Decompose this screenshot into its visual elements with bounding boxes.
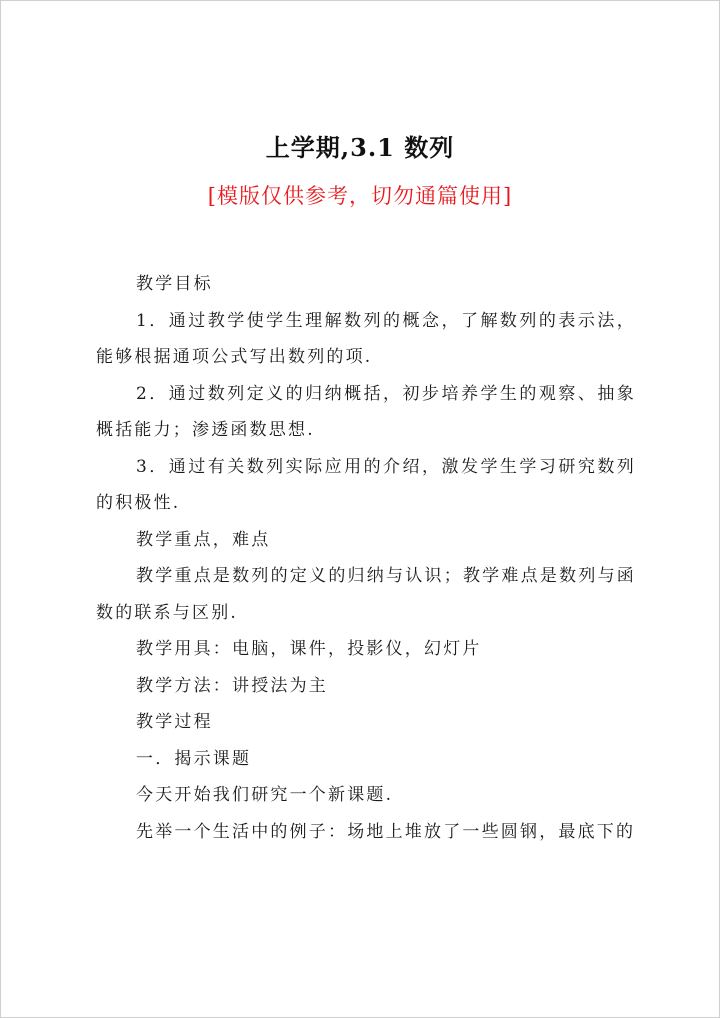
subsection-heading-topic: 一．揭示课题: [136, 748, 252, 769]
objective-item-2: 2．通过数列定义的归纳概括，初步培养学生的观察、抽象概括能力；渗透函数思想.: [96, 383, 636, 440]
body-paragraph-intro: 今天开始我们研究一个新课题.: [136, 785, 394, 805]
teaching-method-line: 教学方法：讲授法为主: [136, 675, 328, 696]
document-body: [96, 266, 636, 850]
teaching-tools-line: 教学用具：电脑，课件，投影仪，幻灯片: [136, 639, 482, 659]
document-subtitle: [模版仅供参考，切勿通篇使用]: [207, 184, 513, 208]
document-title: 上学期,3.1 数列: [265, 133, 455, 162]
section-heading-process: 教学过程: [136, 712, 213, 732]
key-points-paragraph: 教学重点是数列的定义的归纳与认识；教学难点是数列与函数的联系与区别.: [96, 566, 636, 623]
section-heading-key-points: 教学重点，难点: [136, 529, 271, 550]
section-heading-objectives: 教学目标: [136, 274, 213, 294]
objective-item-3: 3．通过有关数列实际应用的介绍，激发学生学习研究数列的积极性.: [96, 456, 636, 513]
objective-item-1: 1．通过教学使学生理解数列的概念，了解数列的表示法，能够根据通项公式写出数列的项.: [96, 310, 636, 367]
body-paragraph-example: 先举一个生活中的例子：场地上堆放了一些圆钢，最底下的: [136, 821, 636, 842]
